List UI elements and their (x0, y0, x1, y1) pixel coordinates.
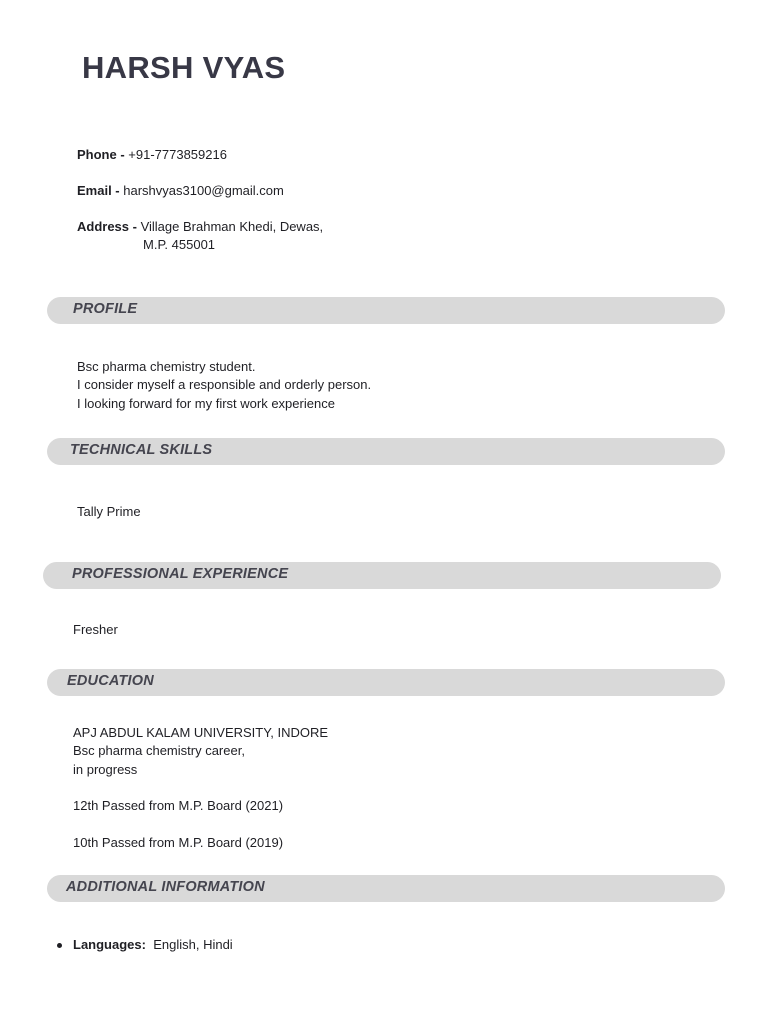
profile-section-header (47, 297, 725, 324)
email-label: Email - (77, 183, 124, 198)
education-line: in progress (73, 762, 138, 777)
address-value-line1: Village Brahman Khedi, Dewas, (140, 219, 324, 234)
technical-skills-section-title: TECHNICAL SKILLS (70, 442, 213, 458)
skill-item: Tally Prime (77, 504, 141, 519)
professional-experience-section-header (43, 562, 721, 589)
technical-skills-section-header (47, 438, 725, 465)
address-value-line2: M.P. 455001 (143, 237, 216, 252)
education-line: 10th Passed from M.P. Board (2019) (73, 835, 284, 850)
address-label: Address - (77, 219, 141, 234)
experience-item: Fresher (73, 622, 118, 637)
education-section-header (47, 669, 725, 696)
phone-label: Phone - (77, 147, 129, 162)
email-line (77, 182, 284, 200)
email-value: harshvyas3100@gmail.com (123, 183, 284, 198)
profile-line: I looking forward for my first work experience (77, 396, 335, 411)
address-line (77, 218, 323, 236)
education-line: 12th Passed from M.P. Board (2021) (73, 798, 284, 813)
education-section-title: EDUCATION (67, 673, 154, 689)
additional-information-section-header (47, 875, 725, 902)
phone-value: +91-7773859216 (128, 147, 227, 162)
phone-line (77, 146, 227, 164)
bullet-icon (57, 943, 62, 948)
candidate-name: HARSH VYAS (82, 50, 286, 85)
education-line: Bsc pharma chemistry career, (73, 743, 245, 758)
professional-experience-section-title: PROFESSIONAL EXPERIENCE (72, 566, 289, 582)
languages-label: Languages: (73, 937, 146, 952)
languages-value: English, Hindi (153, 937, 233, 952)
profile-line: Bsc pharma chemistry student. (77, 359, 256, 374)
education-line: APJ ABDUL KALAM UNIVERSITY, INDORE (73, 725, 329, 740)
additional-information-section-title: ADDITIONAL INFORMATION (66, 879, 265, 895)
profile-line: I consider myself a responsible and orderly person. (77, 377, 372, 392)
profile-section-title: PROFILE (73, 301, 138, 317)
languages-line (73, 936, 233, 954)
